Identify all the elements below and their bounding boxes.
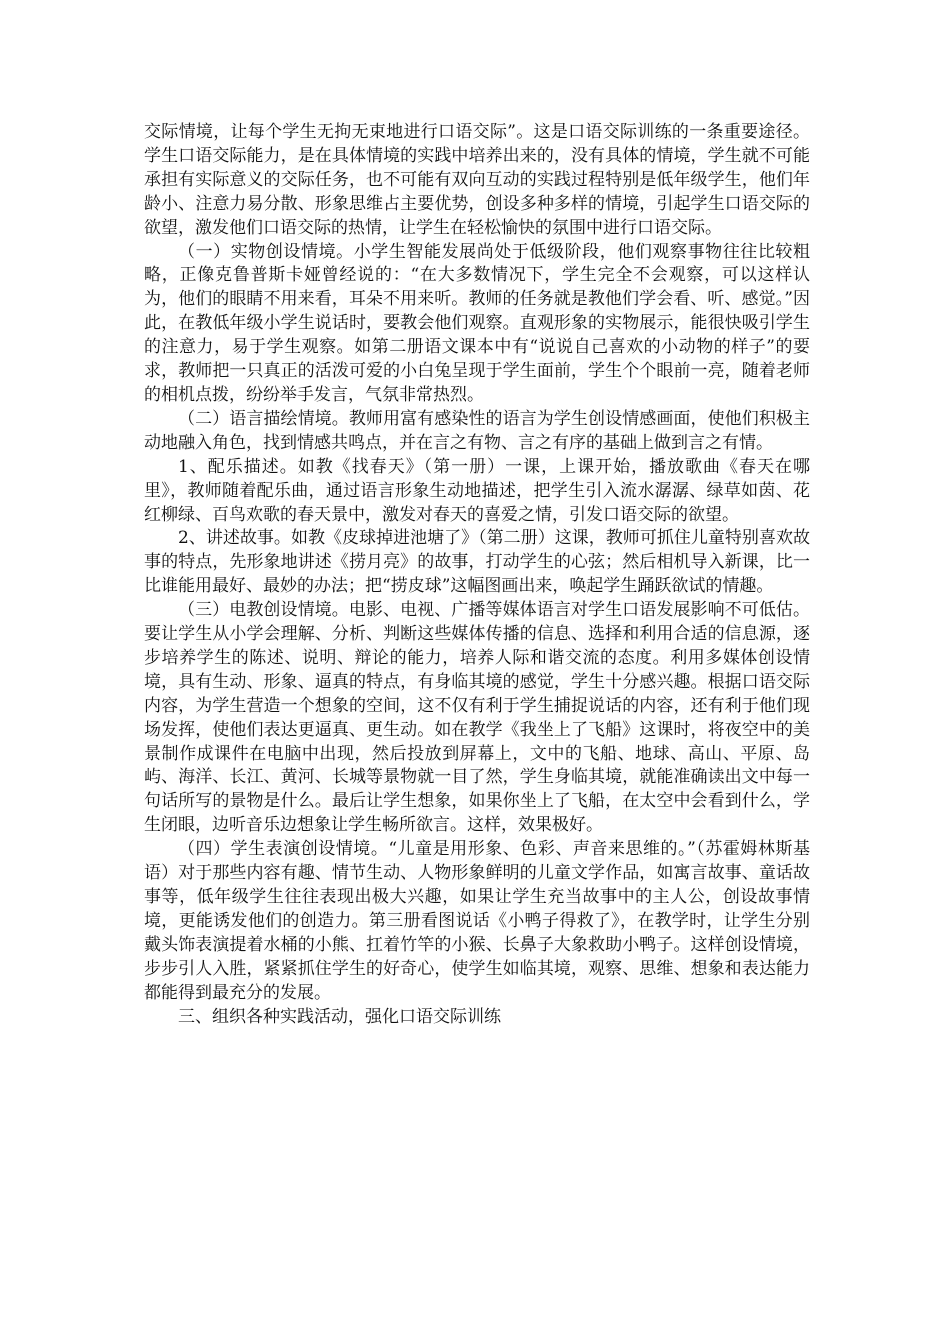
paragraph-performance-situation: （四）学生表演创设情境。“儿童是用形象、色彩、声音来思维的。”（苏霍姆林斯基语）对于那些内容有趣、情节生动、人物形象鲜明的儿童文学作品，如寓言故事、童话故事等，低年级学生往往表现出极大兴趣，如果让学生充当故事中的主人公，创设故事情境，更能诱发他们的创造力。第三册看图说话《小鸭子得救了》，在教学时，让学生分别戴头饰表演提着水桶的小熊、扛着竹竿的小猴、长鼻子大象救助小鸭子。这样创设情境，步步引人入胜，紧紧抓住学生的好奇心，使学生如临其境，观察、思维、想象和表达能力都能得到最充分的发展。 xyxy=(144,839,810,1003)
paragraph-storytelling: 2、讲述故事。如教《皮球掉进池塘了》（第二册）这课，教师可抓住儿童特别喜欢故事的特点，先形象地讲述《捞月亮》的故事，打动学生的心弦；然后相机导入新课，比一比谁能用最好、最妙的办法；把“捞皮球”这幅图画出来，唤起学生踊跃欲试的情趣。 xyxy=(144,528,810,597)
paragraph-continuation: 交际情境，让每个学生无拘无束地进行口语交际”。这是口语交际训练的一条重要途径。学生口语交际能力，是在具体情境的实践中培养出来的，没有具体的情境，学生就不可能承担有实际意义的交际任务，也不可能有双向互动的实践过程特别是低年级学生，他们年龄小、注意力易分散、形象思维占主要优势，创设多种多样的情境，引起学生口语交际的欲望，激发他们口语交际的热情，让学生在轻松愉快的氛围中进行口语交际。 xyxy=(144,122,810,238)
paragraph-multimedia-situation: （三）电教创设情境。电影、电视、广播等媒体语言对学生口语发展影响不可低估。要让学生从小学会理解、分析、判断这些媒体传播的信息、选择和利用合适的信息源，逐步培养学生的陈述、说明、辩论的能力，培养人际和谐交流的态度。利用多媒体创设情境，具有生动、形象、逼真的特点，有身临其境的感觉，学生十分感兴趣。根据口语交际内容，为学生营造一个想象的空间，这不仅有利于学生捕捉说话的内容，还有利于他们现场发挥，使他们表达更逼真、更生动。如在教学《我坐上了飞船》这课时，将夜空中的美景制作成课件在电脑中出现，然后投放到屏幕上，文中的飞船、地球、高山、平原、岛屿、海洋、长江、黄河、长城等景物就一目了然，学生身临其境，就能准确读出文中每一句话所写的景物是什么。最后让学生想象，如果你坐上了飞船，在太空中会看到什么，学生闭眼，边听音乐边想象让学生畅所欲言。这样，效果极好。 xyxy=(144,600,810,836)
document-page xyxy=(144,121,810,1029)
paragraph-language-situation: （二）语言描绘情境。教师用富有感染性的语言为学生创设情感画面，使他们积极主动地融入角色，找到情感共鸣点，并在言之有物、言之有序的基础上做到言之有情。 xyxy=(144,408,810,453)
section-heading: 三、组织各种实践活动，强化口语交际训练 xyxy=(178,1006,501,1027)
paragraph-object-situation: （一）实物创设情境。小学生智能发展尚处于低级阶段，他们观察事物往往比较粗略，正像克鲁普斯卡娅曾经说的：“在大多数情况下，学生完全不会观察，可以这样认为，他们的眼睛不用来看，耳朵不用来听。教师的任务就是教他们学会看、听、感觉。”因此，在教低年级小学生说话时，要教会他们观察。直观形象的实物展示，能很快吸引学生的注意力，易于学生观察。如第二册语文课本中有“说说自己喜欢的小动物的样子”的要求，教师把一只真正的活泼可爱的小白兔呈现于学生面前，学生个个眼前一亮，随着老师的相机点拨，纷纷举手发言，气氛非常热烈。 xyxy=(144,241,810,405)
paragraph-music-description: 1、配乐描述。如教《找春天》（第一册）一课，上课开始，播放歌曲《春天在哪里》，教师随着配乐曲，通过语言形象生动地描述，把学生引入流水潺潺、绿草如茵、花红柳绿、百鸟欢歌的春天景中，激发对春天的喜爱之情，引发口语交际的欲望。 xyxy=(144,456,810,525)
